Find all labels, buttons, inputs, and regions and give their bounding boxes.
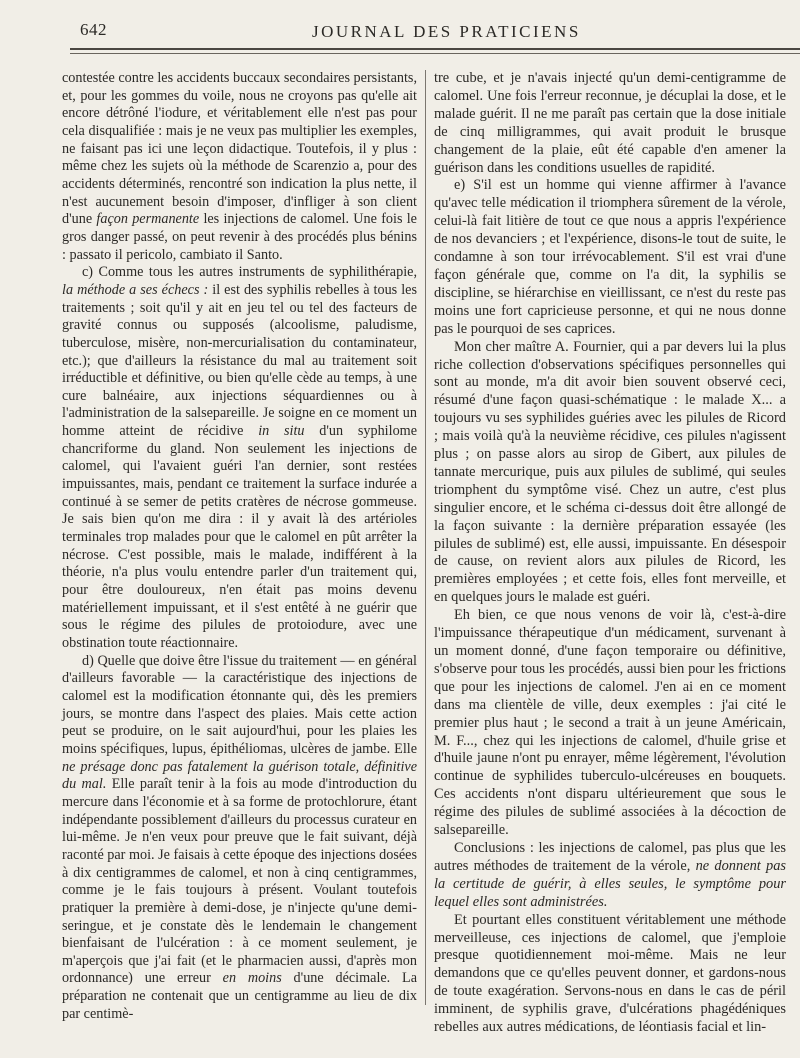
italic-text: ne présage donc pas fatalement la guérison totale, définitive du mal. xyxy=(62,758,417,793)
paragraph xyxy=(434,912,786,1037)
text-run: Eh bien, ce que nous venons de voir là, c'est-à-dire l'impuissance thérapeutique d'un médicament, survenant à un moment donné, d'une façon temporaire ou définitive, s'observe pour tous les procédés, aussi bien pour les frictions que pour les injections de calomel. J'en ai en ce moment dans ma clientèle de ville, deux exemples : j'ai cité le premier plus haut ; le second a trait à un jeune Américain, M. F..., chez qui les injections de calomel, d'huile grise et d'huile jaune n'ont pu enrayer, même légèrement, l'évolution continue de syphilides tuberculo-ulcéreuses en bouquets. Ces accidents n'ont disparu ultérieurement que sous le régime des pilules de sublimé associées à la décoction de salsepareille. xyxy=(434,607,786,839)
text-run: les injections de calomel. Une fois le gros danger passé, on peut revenir à des procédés plus bénins : passato il pericolo, cambiato il Santo. xyxy=(62,211,417,263)
text-run: Elle paraît tenir à la fois au mode d'introduction du mercure dans l'économie et à sa forme de protochlorure, étant indépendante possiblement d'ailleurs du processus curateur en lui-même. Je n'en veux pour preuve que le fait suivant, déjà raconté par moi. Je faisais à cette époque des injections dosées à dix centigrammes de calomel, et non à cinq centigrammes, comme je le fais toujours à présent. Voulant toutefois pratiquer la première à demi-dose, je n'injecte qu'une demi-seringue, et je constate dès le lendemain le changement bienfaisant de l'ulcération : à ce moment seulement, je m'aperçois que j'ai fait (et le pharmacien aussi, d'après mon ordonnance) une erreur xyxy=(62,776,417,987)
text-run: c) Comme tous les autres instruments de syphilithérapie, xyxy=(82,264,417,281)
text-run: d'un syphilome chancriforme du gland. Non seulement les injections de calomel, qui l'avaient guéri l'an dernier, sont restées impuissantes, mais, pendant ce traitement la surface indurée a continué à se semer de petits cratères de nécrose gommeuse. Je sais bien qu'on me dira : il y avait là des artérioles terminales trop malades pour que le calomel en pût arrêter la nécrose. C'est possible, mais le malade, indifférent à la théorie, n'a plus voulu entendre parler d'un traitement qui, pour être douloureux, n'en était pas moins devenu matériellement impuissant, et il s'est entêté à ne guérir que sous le régime des pilules de protoiodure, avec une obstination toute réactionnaire. xyxy=(62,423,417,651)
text-run: Conclusions : les injections de calomel, pas plus que les autres méthodes de traitement de la vérole, xyxy=(434,839,786,874)
left-column xyxy=(62,70,417,1023)
running-title: JOURNAL DES PRATICIENS xyxy=(312,22,581,41)
paragraph xyxy=(62,264,417,652)
text-run: Et pourtant elles constituent véritablement une méthode merveilleuse, ces injections de calomel, que j'emploie presque quotidiennement moi-même. Mais ne leur demandons que ce qu'elles peuvent donner, et gardons-nous de toute exagération. Servons-nous en dans le cas de péril imminent, de syphilis grave, d'ulcérations phagédéniques rebelles aux autres médications, de léontiasis facial et lin- xyxy=(434,911,786,1036)
paragraph xyxy=(62,653,417,1024)
text-run: il est des syphilis rebelles à tous les traitements ; soit qu'il y ait en jeu tel ou tel des facteurs de gravité connus ou supposés (alcoolisme, paludisme, tuberculose, misère, non-mercurialisation du contaminateur, etc.); que d'ailleurs la résistance du mal au traitement soit irréductible et définitive, ou bien qu'elle cède au temps, à une cure balnéaire, aux injections séquardiennes ou à l'administration de la salsepareille. Je soigne en ce moment un homme atteint de récidive xyxy=(62,281,417,440)
italic-text: façon permanente xyxy=(96,211,200,228)
text-run: e) S'il est un homme qui vienne affirmer à l'avance qu'avec telle médication il triomphera sûrement de la vérole, celui-là fait litière de tout ce que nous a appris l'expérience de nos devanciers ; et l'expérience, disons-le tout de suite, le condamne à son tour irrévocablement. S'il est vrai d'une façon générale que, comme on l'a dit, la syphilis se discipline, se hiérarchise en vieillissant, ce n'est du reste pas moins une fort capricieuse personne, et qui ne nous donne pas le pourquoi de ses caprices. xyxy=(434,177,786,337)
text-run: contestée contre les accidents buccaux secondaires persistants, et, pour les gommes du voile, nous ne croyons pas qu'elle ait encore détrôné l'iodure, et véritablement elle n'est pas pour cela disqualifiée : mais je ne veux pas multiplier les exemples, ne faisant pas ici une leçon didactique. Toutefois, il y plus : même chez les sujets où la méthode de Scarenzio a, pour des accidents déterminés, rencontré son indication la plus nette, il n'est aucunement besoin d'imposer, d'infliger à son client d'une xyxy=(62,70,417,228)
paragraph xyxy=(434,177,786,338)
paragraph xyxy=(434,339,786,608)
header-rule-thick xyxy=(70,48,800,50)
text-run: Mon cher maître A. Fournier, qui a par devers lui la plus riche collection d'observations spécifiques personnelles qui sont au monde, m'a dit avoir bien souvent observé ceci, résumé d'une façon quasi-schématique : le malade X... a toujours vu ses syphilides guéries avec les pilules de Ricord ; mais voilà qu'à la neuvième récidive, ces pilules n'agissent plus ; on passe alors au sirop de Gibert, aux pilules de tannate mercurique, puis aux pilules de sublimé, qui seules triomphent du symptôme visé. Chez un autre, c'est plus singulier encore, et le schéma ci-dessus doit être allongé de la façon suivante : la dernière préparation essayée (les pilules de sublimé) est, elle aussi, impuissante. En désespoir de cause, on revient alors aux pilules de Ricord, les premières employées ; et cette fois, elles font merveille, et en quelques jours le malade est guéri. xyxy=(434,338,786,606)
italic-text: la méthode a ses échecs : xyxy=(62,281,209,298)
page-header xyxy=(0,0,800,46)
header-rule-thin xyxy=(70,53,800,54)
column-divider xyxy=(425,70,426,1005)
italic-text: ne donnent pas la certitude de guérir, à elles seules, le symptôme pour lequel elles sont administrées. xyxy=(434,857,786,910)
paragraph xyxy=(434,70,786,177)
text-run: d) Quelle que doive être l'issue du traitement — en général d'ailleurs favorable — la caractéristique des injections de calomel est la modification étonnante qui, dès les premiers jours, se montre dans l'aspect des plaies. Mais cette action peut se produire, on le sait aujourd'hui, pour les plaies les moins spécifiques, lupus, épithéliomas, ulcères de jambe. Elle xyxy=(62,652,417,757)
right-column xyxy=(434,70,786,1037)
italic-text: in situ xyxy=(258,423,305,440)
paragraph xyxy=(434,840,786,912)
italic-text: en moins xyxy=(222,970,282,987)
page-number: 642 xyxy=(80,20,107,39)
text-run: tre cube, et je n'avais injecté qu'un demi-centigramme de calomel. Une fois l'erreur reconnue, je décuplai la dose, et le malade guérit. Il ne me paraît pas certain que la dose initiale de cinq milligrammes, qui avait produit le brusque changement de la plaie, eût été capable d'en amener la guérison dans les conditions usuelles de rapidité. xyxy=(434,70,786,176)
paragraph xyxy=(62,70,417,264)
paragraph xyxy=(434,607,786,840)
text-run: d'une décimale. La préparation ne contenait que un centigramme au lieu de dix par centimè- xyxy=(62,970,417,1022)
